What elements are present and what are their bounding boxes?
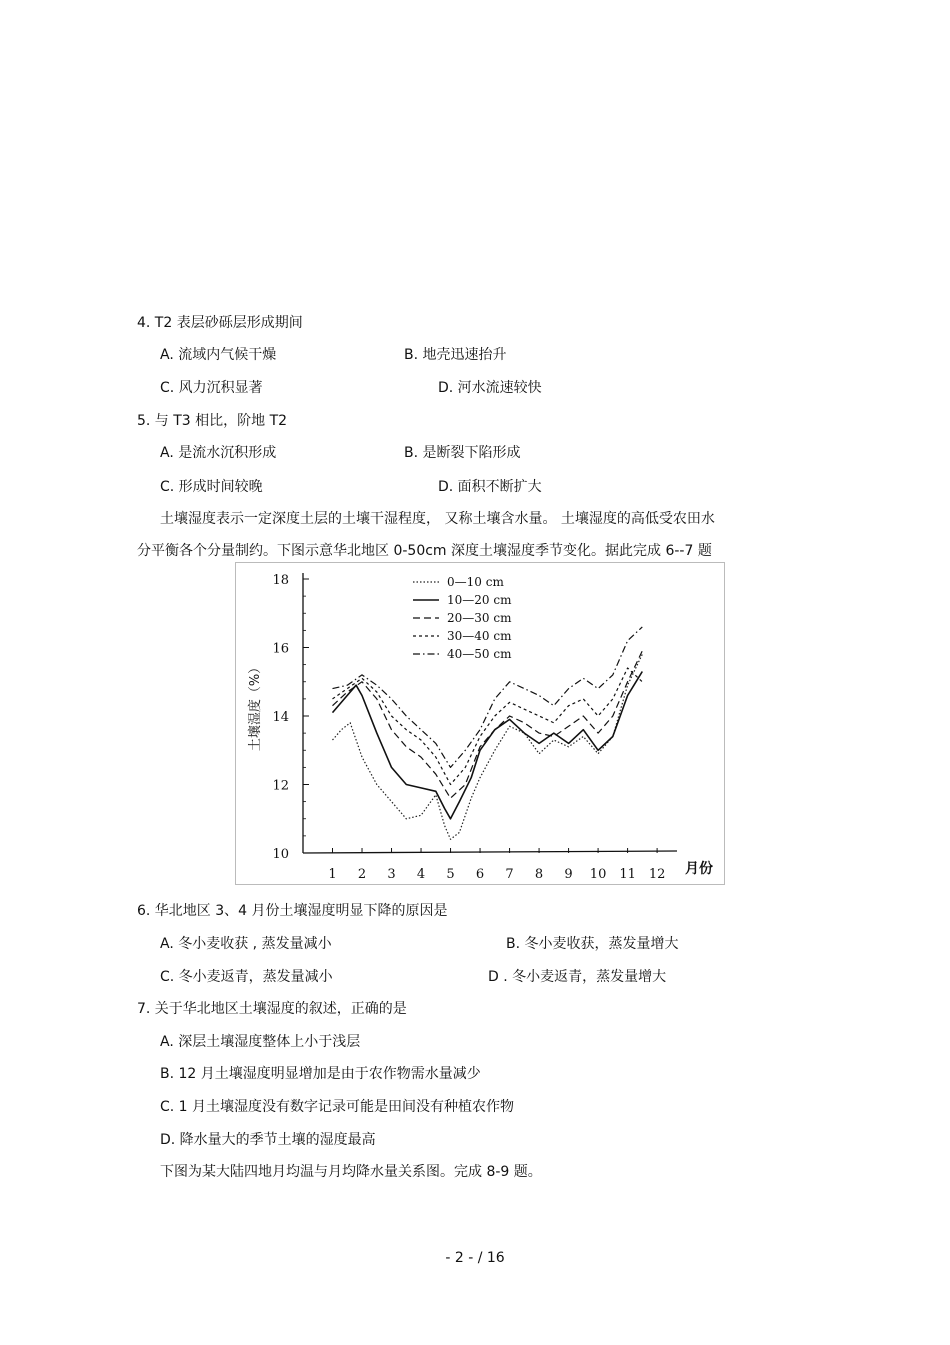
q5-option-a: A. 是流水沉积形成 <box>160 445 277 461</box>
legend-label-3: 20—30 cm <box>447 611 512 625</box>
y-axis-label: 土壤湿度（%） <box>248 660 263 752</box>
q7-option-b: B. 12 月土壤湿度明显增加是由于农作物需水量减少 <box>160 1066 481 1082</box>
series-line-2 <box>333 672 643 819</box>
q6-option-c: C. 冬小麦返青，蒸发量减小 <box>160 969 333 985</box>
y-tick-label: 14 <box>272 710 289 725</box>
x-tick-label: 10 <box>589 867 607 882</box>
series-line-3 <box>333 651 643 798</box>
q4-option-c: C. 风力沉积显著 <box>160 380 263 396</box>
q5-stem: 5. 与 T3 相比，阶地 T2 <box>137 413 288 429</box>
q4-option-d: D. 河水流速较快 <box>438 380 542 396</box>
legend-label-4: 30—40 cm <box>447 629 512 643</box>
page-number: - 2 - / 16 <box>445 1250 505 1266</box>
intro-line-1: 土壤湿度表示一定深度土层的土壤干湿程度， 又称土壤含水量。 土壤湿度的高低受农田水 <box>160 511 715 527</box>
soil-moisture-chart-svg <box>235 562 725 885</box>
x-tick-label: 8 <box>534 867 544 882</box>
x-tick-label: 1 <box>328 867 337 882</box>
x-tick-label: 7 <box>505 867 514 882</box>
x-axis <box>303 851 677 853</box>
legend-label-5: 40—50 cm <box>447 647 512 661</box>
soil-moisture-chart <box>235 562 725 885</box>
q5-option-c: C. 形成时间较晚 <box>160 479 263 495</box>
intro-line-2: 分平衡各个分量制约。下图示意华北地区 0-50cm 深度土壤湿度季节变化。据此完成 6--7 题 <box>137 543 712 559</box>
q6-option-b: B. 冬小麦收获，蒸发量增大 <box>506 936 679 952</box>
x-tick-label: 5 <box>446 867 455 882</box>
q6-stem: 6. 华北地区 3、4 月份土壤湿度明显下降的原因是 <box>137 903 448 919</box>
q5-option-b: B. 是断裂下陷形成 <box>404 445 521 461</box>
x-tick-label: 11 <box>619 867 636 882</box>
x-tick-label: 4 <box>416 867 426 882</box>
y-tick-label: 18 <box>272 573 289 588</box>
x-tick-label: 3 <box>387 867 396 882</box>
y-tick-label: 10 <box>272 847 289 862</box>
q4-option-b: B. 地壳迅速抬升 <box>404 347 507 363</box>
q6-option-a: A. 冬小麦收获 , 蒸发量减小 <box>160 936 332 952</box>
x-tick-label: 2 <box>357 867 367 882</box>
q4-option-a: A. 流域内气候干燥 <box>160 347 277 363</box>
intro-paragraph-8-9: 下图为某大陆四地月均温与月均降水量关系图。完成 8-9 题。 <box>160 1164 542 1180</box>
x-tick-label: 9 <box>564 867 573 882</box>
q5-option-d: D. 面积不断扩大 <box>438 479 542 495</box>
y-tick-label: 16 <box>272 641 289 657</box>
q4-stem: 4. T2 表层砂砾层形成期间 <box>137 315 303 331</box>
legend-label-2: 10—20 cm <box>447 593 512 607</box>
q6-option-d: D . 冬小麦返青，蒸发量增大 <box>488 969 667 985</box>
q7-option-d: D. 降水量大的季节土壤的湿度最高 <box>160 1132 376 1148</box>
legend-label-1: 0—10 cm <box>447 575 504 589</box>
x-tick-label: 12 <box>648 867 666 882</box>
q7-option-a: A. 深层土壤湿度整体上小于浅层 <box>160 1034 361 1050</box>
series-line-4 <box>333 668 643 785</box>
q7-stem: 7. 关于华北地区土壤湿度的叙述，正确的是 <box>137 1001 407 1017</box>
x-axis-label: 月份 <box>685 861 713 877</box>
x-tick-label: 6 <box>475 867 485 882</box>
y-tick-label: 12 <box>272 778 289 794</box>
q7-option-c: C. 1 月土壤湿度没有数字记录可能是田间没有种植农作物 <box>160 1099 515 1115</box>
